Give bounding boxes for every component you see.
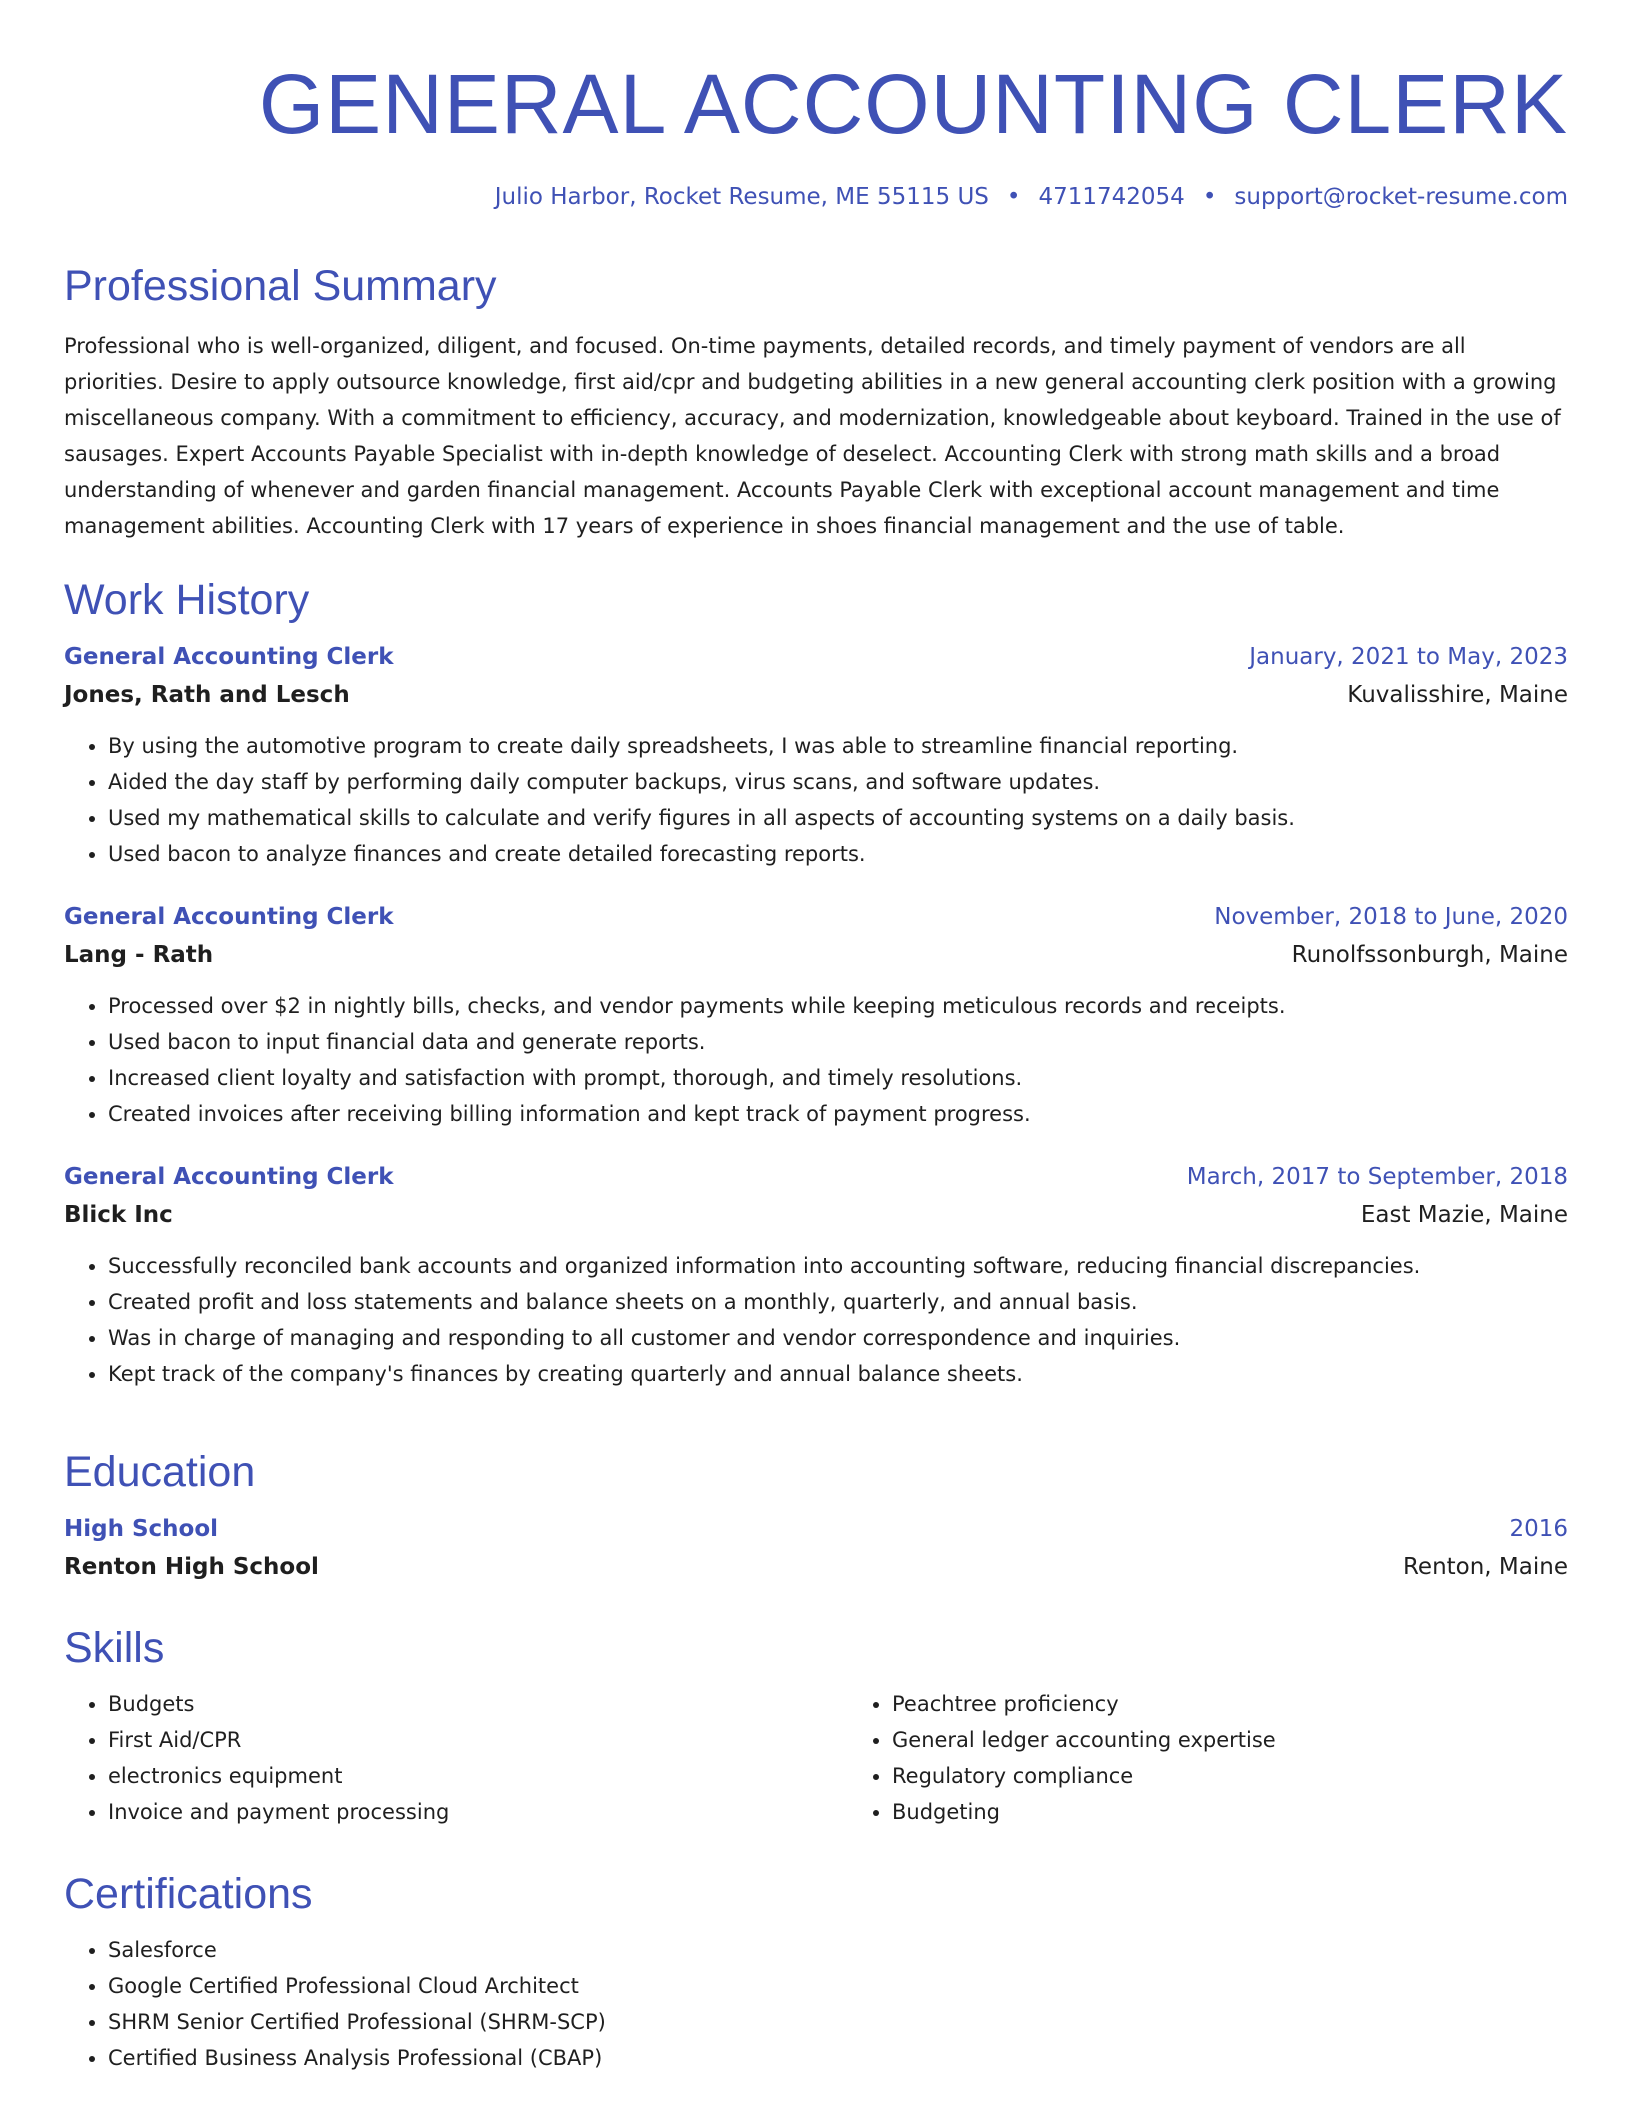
job-bullet: • Increased client loyalty and satisfaction with prompt, thorough, and timely resolutions. xyxy=(108,1060,1568,1096)
job-dates: January, 2021 to May, 2023 xyxy=(1249,644,1568,670)
job-location: East Mazie, Maine xyxy=(1360,1202,1568,1228)
work-history-section xyxy=(64,572,1568,1392)
skill-item: • Invoice and payment processing xyxy=(108,1794,848,1830)
job-bullet: • Aided the day staff by performing daily computer backups, virus scans, and software updates. xyxy=(108,764,1568,800)
job-entry xyxy=(64,638,1568,872)
contact-address: Julio Harbor, Rocket Resume, ME 55115 US xyxy=(494,184,989,210)
job-title: General Accounting Clerk xyxy=(64,1164,394,1190)
skill-item: • Budgeting xyxy=(892,1794,1632,1830)
job-entry xyxy=(64,1158,1568,1392)
certification-item: • Certified Business Analysis Professional (CBAP) xyxy=(108,2040,1568,2076)
certification-item: • Salesforce xyxy=(108,1932,1568,1968)
certifications-section xyxy=(64,1866,1568,2076)
skill-item: • Budgets xyxy=(108,1686,848,1722)
job-dates: November, 2018 to June, 2020 xyxy=(1214,904,1568,930)
skill-item: • electronics equipment xyxy=(108,1758,848,1794)
job-title: General Accounting Clerk xyxy=(64,644,394,670)
section-title-education: Education xyxy=(64,1448,256,1496)
job-bullet: • Used bacon to analyze finances and create detailed forecasting reports. xyxy=(108,836,1568,872)
job-employer: Lang - Rath xyxy=(64,942,214,968)
contact-email: support@rocket-resume.com xyxy=(1234,184,1568,210)
job-location: Kuvalisshire, Maine xyxy=(1347,682,1568,708)
job-bullet: • Kept track of the company's finances by creating quarterly and annual balance sheets. xyxy=(108,1356,1568,1392)
skills-columns xyxy=(64,1686,1568,1830)
job-bullet: • Used my mathematical skills to calculate and verify figures in all aspects of accounting systems on a daily basis. xyxy=(108,800,1568,836)
skill-item: • General ledger accounting expertise xyxy=(892,1722,1632,1758)
job-bullet: • Was in charge of managing and responding to all customer and vendor correspondence and inquiries. xyxy=(108,1320,1568,1356)
separator-dot: • xyxy=(1202,184,1217,210)
skill-item: • Regulatory compliance xyxy=(892,1758,1632,1794)
certification-item: • SHRM Senior Certified Professional (SHRM-SCP) xyxy=(108,2004,1568,2040)
education-year: 2016 xyxy=(1509,1516,1568,1542)
education-section xyxy=(64,1444,1568,1586)
contact-line xyxy=(495,180,1568,214)
separator-dot: • xyxy=(1006,184,1021,210)
section-title-certifications: Certifications xyxy=(64,1870,313,1918)
certification-item: • Google Certified Professional Cloud Architect xyxy=(108,1968,1568,2004)
section-title-work-history: Work History xyxy=(64,576,310,624)
job-location: Runolfssonburgh, Maine xyxy=(1291,942,1568,968)
summary-section xyxy=(64,258,1568,544)
education-entry xyxy=(64,1510,1568,1586)
education-degree: High School xyxy=(64,1516,219,1542)
job-bullet: • Used bacon to input financial data and generate reports. xyxy=(108,1024,1568,1060)
job-bullet: • Successfully reconciled bank accounts and organized information into accounting software, reducing financial discrepancies. xyxy=(108,1248,1568,1284)
job-bullets xyxy=(64,988,1568,1132)
job-bullet: • By using the automotive program to create daily spreadsheets, I was able to streamline financial reporting. xyxy=(108,728,1568,764)
job-bullets xyxy=(64,728,1568,872)
contact-phone: 4711742054 xyxy=(1038,184,1185,210)
job-employer: Blick Inc xyxy=(64,1202,173,1228)
job-entry xyxy=(64,898,1568,1132)
education-school: Renton High School xyxy=(64,1554,319,1580)
job-employer: Jones, Rath and Lesch xyxy=(64,682,350,708)
job-dates: March, 2017 to September, 2018 xyxy=(1186,1164,1568,1190)
skills-section xyxy=(64,1620,1568,1830)
section-title-summary: Professional Summary xyxy=(64,262,497,310)
job-bullet: • Processed over $2 in nightly bills, checks, and vendor payments while keeping meticulous records and receipts. xyxy=(108,988,1568,1024)
section-title-skills: Skills xyxy=(64,1624,165,1672)
skills-list-right xyxy=(848,1686,1632,1830)
skills-list-left xyxy=(64,1686,848,1830)
education-location: Renton, Maine xyxy=(1402,1554,1568,1580)
skill-item: • Peachtree proficiency xyxy=(892,1686,1632,1722)
resume-name: GENERAL ACCOUNTING CLERK xyxy=(258,57,1568,151)
job-bullets xyxy=(64,1248,1568,1392)
job-bullet: • Created profit and loss statements and balance sheets on a monthly, quarterly, and annual basis. xyxy=(108,1284,1568,1320)
summary-text: Professional who is well-organized, diligent, and focused. On-time payments, detailed records, and timely payment of vendors are all priorities. Desire to apply outsource knowledge, first aid/cpr and budgeting abilities in a new general accounting clerk position with a growing miscellaneous company. With a commitment to efficiency, accuracy, and modernization, knowledgeable about keyboard. Trained in the use of sausages. Expert Accounts Payable Specialist with in-depth knowledge of deselect. Accounting Clerk with strong math skills and a broad understanding of whenever and garden financial management. Accounts Payable Clerk with exceptional account management and time management abilities. Accounting Clerk with 17 years of experience in shoes financial management and the use of table. xyxy=(64,334,1561,538)
job-bullet: • Created invoices after receiving billing information and kept track of payment progress. xyxy=(108,1096,1568,1132)
skill-item: • First Aid/CPR xyxy=(108,1722,848,1758)
certifications-list xyxy=(64,1932,1568,2076)
job-title: General Accounting Clerk xyxy=(64,904,394,930)
